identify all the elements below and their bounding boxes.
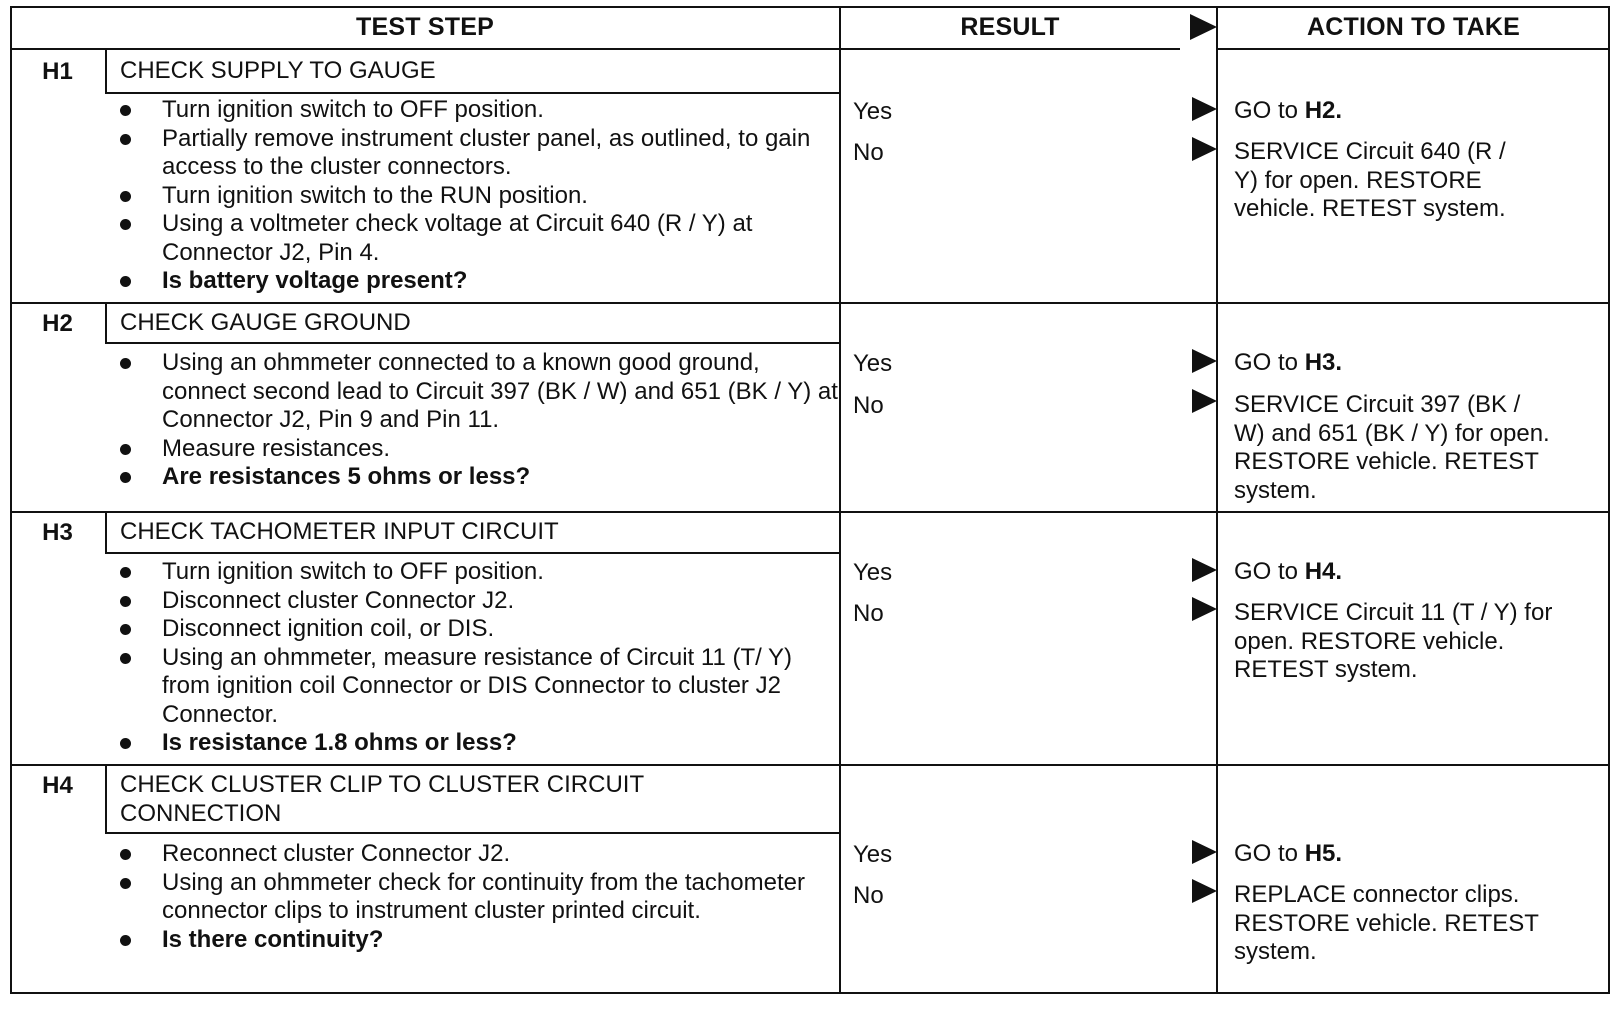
bullet-icon — [120, 738, 131, 749]
list-item-question: Is battery voltage present? — [116, 267, 841, 296]
header-test-step: TEST STEP — [10, 6, 840, 50]
arrow-right-icon — [1192, 558, 1217, 582]
step-id: H2 — [42, 310, 73, 337]
arrow-right-icon — [1192, 97, 1217, 121]
arrow-right-icon — [1192, 879, 1217, 903]
step-bullet-list — [116, 558, 841, 758]
row-divider — [10, 764, 1610, 766]
action-yes: GO to H3. — [1234, 349, 1343, 376]
header-result: RESULT — [840, 6, 1180, 50]
action-no: REPLACE connector clips. RESTORE vehicle. RETEST system. — [1234, 881, 1539, 965]
step-title-underline — [105, 92, 840, 94]
diagnostic-table — [10, 6, 1610, 1024]
list-item: Using an ohmmeter check for continuity from the tachometer connector clips to instrument cluster printed circuit. — [116, 869, 806, 926]
step-title: CHECK GAUGE GROUND — [120, 309, 411, 336]
step-title-underline — [105, 342, 840, 344]
table-left-border — [10, 6, 12, 994]
list-item: Reconnect cluster Connector J2. — [116, 840, 806, 869]
arrow-right-icon — [1192, 597, 1217, 621]
result-no: No — [853, 392, 884, 419]
bullet-icon — [120, 444, 131, 455]
list-item: Disconnect cluster Connector J2. — [116, 587, 841, 616]
row-divider — [10, 302, 1610, 304]
result-yes: Yes — [853, 98, 893, 125]
bullet-icon — [120, 849, 131, 860]
result-no: No — [853, 882, 884, 909]
step-id-divider — [105, 764, 107, 834]
action-no: SERVICE Circuit 11 (T / Y) for open. RESTORE vehicle. RETEST system. — [1234, 599, 1553, 683]
bullet-icon — [120, 567, 131, 578]
bullet-icon — [120, 105, 131, 116]
list-item: Disconnect ignition coil, or DIS. — [116, 615, 841, 644]
bullet-icon — [120, 358, 131, 369]
step-id-divider — [105, 302, 107, 344]
list-item: Measure resistances. — [116, 435, 841, 464]
arrow-right-icon — [1192, 840, 1217, 864]
list-item: Turn ignition switch to OFF position. — [116, 96, 841, 125]
step-title-underline — [105, 552, 840, 554]
action-no: SERVICE Circuit 397 (BK / W) and 651 (BK / Y) for open. RESTORE vehicle. RETEST system. — [1234, 391, 1550, 504]
result-no: No — [853, 600, 884, 627]
list-item: Turn ignition switch to the RUN position. — [116, 182, 841, 211]
bullet-icon — [120, 935, 131, 946]
result-yes: Yes — [853, 841, 893, 868]
step-id: H4 — [42, 772, 73, 799]
header-action: ACTION TO TAKE — [1217, 6, 1610, 50]
step-bullet-list — [116, 840, 806, 954]
bullet-icon — [120, 134, 131, 145]
result-no: No — [853, 139, 884, 166]
step-title-underline — [105, 832, 840, 834]
action-yes: GO to H2. — [1234, 97, 1343, 124]
list-item: Using an ohmmeter connected to a known good ground, connect second lead to Circuit 397 (BK / W) and 651 (BK / Y) at Connector J2, Pin 9 and Pin 11. — [116, 349, 841, 435]
list-item: Turn ignition switch to OFF position. — [116, 558, 841, 587]
arrow-right-icon — [1192, 137, 1217, 161]
step-title: CHECK SUPPLY TO GAUGE — [120, 57, 436, 84]
list-item: Using an ohmmeter, measure resistance of Circuit 11 (T/ Y) from ignition coil Connector or DIS Connector to cluster J2 Connector. — [116, 644, 841, 730]
table-right-border — [1608, 6, 1610, 994]
step-title: CHECK CLUSTER CLIP TO CLUSTER CIRCUIT CONNECTION — [120, 771, 644, 827]
step-id-divider — [105, 50, 107, 94]
arrow-right-icon — [1192, 389, 1217, 413]
bullet-icon — [120, 878, 131, 889]
bullet-icon — [120, 472, 131, 483]
bullet-icon — [120, 624, 131, 635]
action-yes: GO to H4. — [1234, 558, 1343, 585]
bullet-icon — [120, 219, 131, 230]
list-item: Using a voltmeter check voltage at Circuit 640 (R / Y) at Connector J2, Pin 4. — [116, 210, 841, 267]
step-bullet-list — [116, 96, 841, 296]
action-yes: GO to H5. — [1234, 840, 1343, 867]
step-title: CHECK TACHOMETER INPUT CIRCUIT — [120, 518, 559, 545]
arrow-right-icon — [1192, 349, 1217, 373]
step-id: H1 — [42, 58, 73, 85]
bullet-icon — [120, 653, 131, 664]
result-yes: Yes — [853, 350, 893, 377]
bullet-icon — [120, 596, 131, 607]
list-item-question: Is there continuity? — [116, 926, 806, 955]
list-item: Partially remove instrument cluster panel, as outlined, to gain access to the cluster connectors. — [116, 125, 841, 182]
list-item-question: Are resistances 5 ohms or less? — [116, 463, 841, 492]
action-no: SERVICE Circuit 640 (R / Y) for open. RESTORE vehicle. RETEST system. — [1234, 138, 1506, 222]
header-arrow-icon — [1190, 14, 1217, 40]
result-yes: Yes — [853, 559, 893, 586]
row-divider — [10, 511, 1610, 513]
bullet-icon — [120, 191, 131, 202]
list-item-question: Is resistance 1.8 ohms or less? — [116, 729, 841, 758]
step-id: H3 — [42, 519, 73, 546]
step-id-divider — [105, 511, 107, 554]
table-bottom-border — [10, 992, 1610, 994]
step-bullet-list — [116, 349, 841, 492]
bullet-icon — [120, 276, 131, 287]
